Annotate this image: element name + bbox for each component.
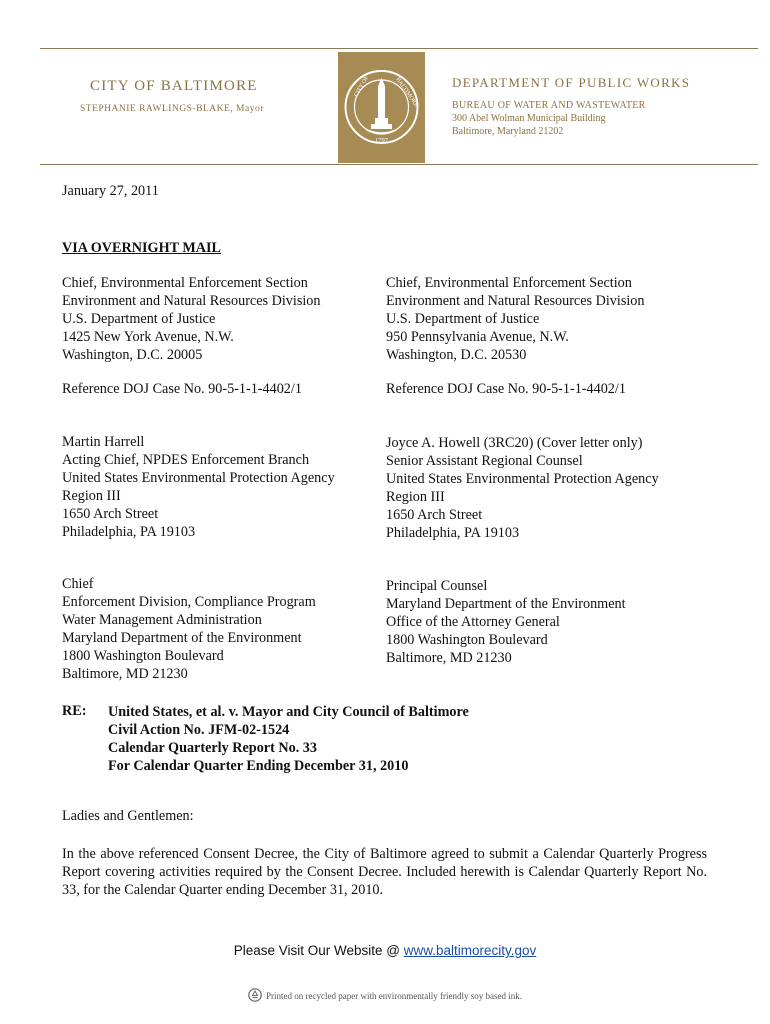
address-line: Martin Harrell <box>62 434 145 450</box>
recycle-icon <box>248 988 262 1002</box>
recipient-doj-left <box>62 274 320 364</box>
address-line: Principal Counsel <box>386 578 488 594</box>
recipient-epa-right <box>386 434 659 542</box>
seal-year: 1797 <box>375 137 388 144</box>
address-line: U.S. Department of Justice <box>386 311 540 327</box>
letterhead-bottom-rule <box>40 164 758 165</box>
bureau-address <box>452 113 605 138</box>
reference-right: Reference DOJ Case No. 90-5-1-1-4402/1 <box>386 381 626 397</box>
address-line: 1650 Arch Street <box>62 506 159 522</box>
salutation: Ladies and Gentlemen: <box>62 808 194 824</box>
recipient-doj-right <box>386 274 644 364</box>
seal-side-text: BALTIMORE <box>394 76 420 109</box>
address-line: 950 Pennsylvania Avenue, N.W. <box>386 329 569 345</box>
re-line: Civil Action No. JFM-02-1524 <box>108 722 290 738</box>
re-line: United States, et al. v. Mayor and City Council of Baltimore <box>108 704 469 720</box>
address-line: Joyce A. Howell (3RC20) (Cover letter only) <box>386 435 643 451</box>
recipient-mde-right <box>386 577 626 667</box>
address-line: Senior Assistant Regional Counsel <box>386 453 583 469</box>
re-line: Calendar Quarterly Report No. 33 <box>108 740 317 756</box>
address-line: 300 Abel Wolman Municipal Building <box>452 113 606 124</box>
address-line: Region III <box>386 489 445 505</box>
seal-graphic <box>338 52 425 163</box>
website-prefix: Please Visit Our Website @ <box>233 943 404 958</box>
recipient-epa-left <box>62 433 335 541</box>
address-line: 1425 New York Avenue, N.W. <box>62 329 234 345</box>
address-line: Chief, Environmental Enforcement Section <box>62 275 308 291</box>
delivery-method: VIA OVERNIGHT MAIL <box>62 240 221 256</box>
address-line: Environment and Natural Resources Division <box>386 293 645 309</box>
recipient-mde-left <box>62 575 316 683</box>
letterhead-top-rule <box>40 48 758 49</box>
address-line: Environment and Natural Resources Division <box>62 293 321 309</box>
address-line: United States Environmental Protection Agency <box>386 471 659 487</box>
city-name: CITY OF BALTIMORE <box>90 78 258 94</box>
address-line: Baltimore, Maryland 21202 <box>452 125 564 137</box>
department-name: DEPARTMENT OF PUBLIC WORKS <box>452 75 691 90</box>
address-line: Washington, D.C. 20005 <box>62 347 203 363</box>
address-line: Chief <box>62 576 94 592</box>
mayor-name: STEPHANIE RAWLINGS-BLAKE, Mayor <box>80 104 264 114</box>
recycled-text: Printed on recycled paper with environmentally friendly soy based ink. <box>266 991 522 1001</box>
address-line: 1800 Washington Boulevard <box>386 632 548 648</box>
address-line: Office of the Attorney General <box>386 614 560 630</box>
re-line: For Calendar Quarter Ending December 31, 2010 <box>108 758 409 774</box>
address-line: Chief, Environmental Enforcement Section <box>386 275 632 291</box>
re-label: RE: <box>62 703 87 719</box>
address-line: Maryland Department of the Environment <box>62 630 302 646</box>
reference-left: Reference DOJ Case No. 90-5-1-1-4402/1 <box>62 381 302 397</box>
website-link[interactable]: www.baltimorecity.gov <box>403 943 537 958</box>
address-line: Baltimore, MD 21230 <box>386 650 512 666</box>
address-line: Water Management Administration <box>62 612 262 628</box>
address-line: Philadelphia, PA 19103 <box>62 524 196 540</box>
address-line: Baltimore, MD 21230 <box>62 666 188 682</box>
city-seal <box>338 52 425 163</box>
seal-top-text: CITY OF <box>353 75 371 98</box>
address-line: Maryland Department of the Environment <box>386 596 626 612</box>
re-subject <box>108 703 469 775</box>
address-line: Enforcement Division, Compliance Program <box>62 594 316 610</box>
address-line: Philadelphia, PA 19103 <box>386 525 520 541</box>
letter-date: January 27, 2011 <box>62 183 159 199</box>
address-line: Washington, D.C. 20530 <box>386 347 527 363</box>
body-paragraph: In the above referenced Consent Decree, the City of Baltimore agreed to submit a Calendar Quarterly Progress Report covering activities required by the Consent Decree. Included herewith is Calendar Quarterly Report No. 33, for the Calendar Quarter ending December 31, 2010. <box>62 846 707 898</box>
bureau-name: BUREAU OF WATER AND WASTEWATER <box>452 100 646 111</box>
address-line: 1800 Washington Boulevard <box>62 648 224 664</box>
address-line: Acting Chief, NPDES Enforcement Branch <box>62 452 310 468</box>
address-line: United States Environmental Protection Agency <box>62 470 335 486</box>
footer-recycled-note <box>0 988 770 1002</box>
footer-website <box>0 943 770 958</box>
address-line: U.S. Department of Justice <box>62 311 216 327</box>
address-line: Region III <box>62 488 121 504</box>
address-line: 1650 Arch Street <box>386 507 483 523</box>
